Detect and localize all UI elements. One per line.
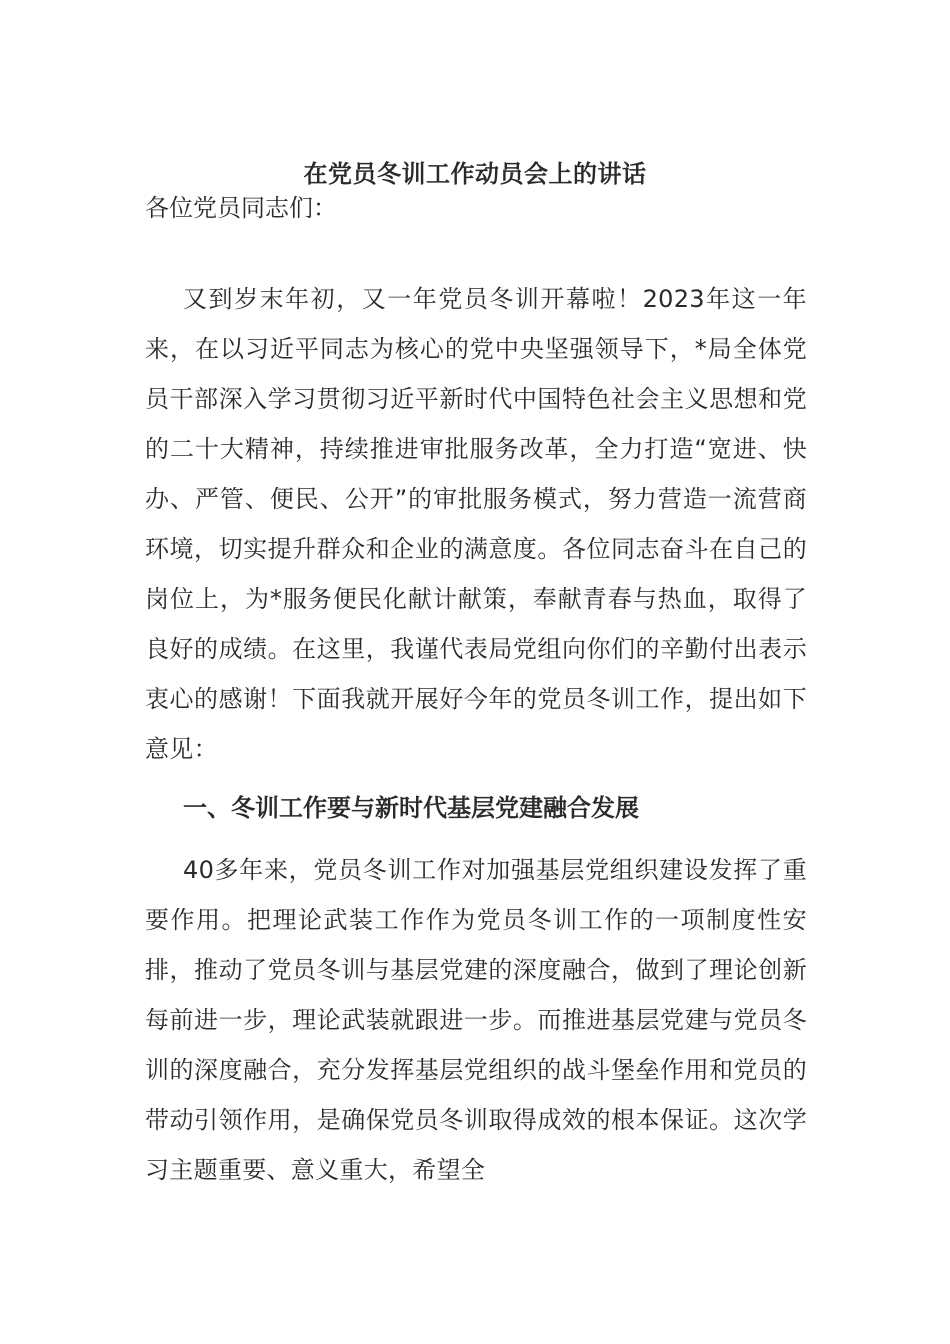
document-title: 在党员冬训工作动员会上的讲话	[303, 160, 647, 188]
paragraph-intro: 又到岁末年初，又一年党员冬训开幕啦！2023年这一年来，在以习近平同志为核心的党中央坚强领导下，*局全体党员干部深入学习贯彻习近平新时代中国特色社会主义思想和党的二十大精神，持续推进审批服务改革，全力打造“宽进、快办、严管、便民、公开”的审批服务模式，努力营造一流营商环境，切实提升群众和企业的满意度。各位同志奋斗在自己的岗位上，为*服务便民化献计献策，奉献青春与热血，取得了良好的成绩。在这里，我谨代表局党组向你们的辛勤付出表示衷心的感谢！下面我就开展好今年的党员冬训工作，提出如下意见：	[145, 285, 807, 763]
paragraph-section-1: 40多年来，党员冬训工作对加强基层党组织建设发挥了重要作用。把理论武装工作作为党员冬训工作的一项制度性安排，推动了党员冬训与基层党建的深度融合，做到了理论创新每前进一步，理论武装就跟进一步。而推进基层党建与党员冬训的深度融合，充分发挥基层党组织的战斗堡垒作用和党员的带动引领作用，是确保党员冬训取得成效的根本保证。这次学习主题重要、意义重大，希望全	[145, 856, 807, 1184]
salutation: 各位党员同志们：	[145, 194, 337, 222]
section-heading-1: 一、冬训工作要与新时代基层党建融合发展	[183, 794, 639, 822]
